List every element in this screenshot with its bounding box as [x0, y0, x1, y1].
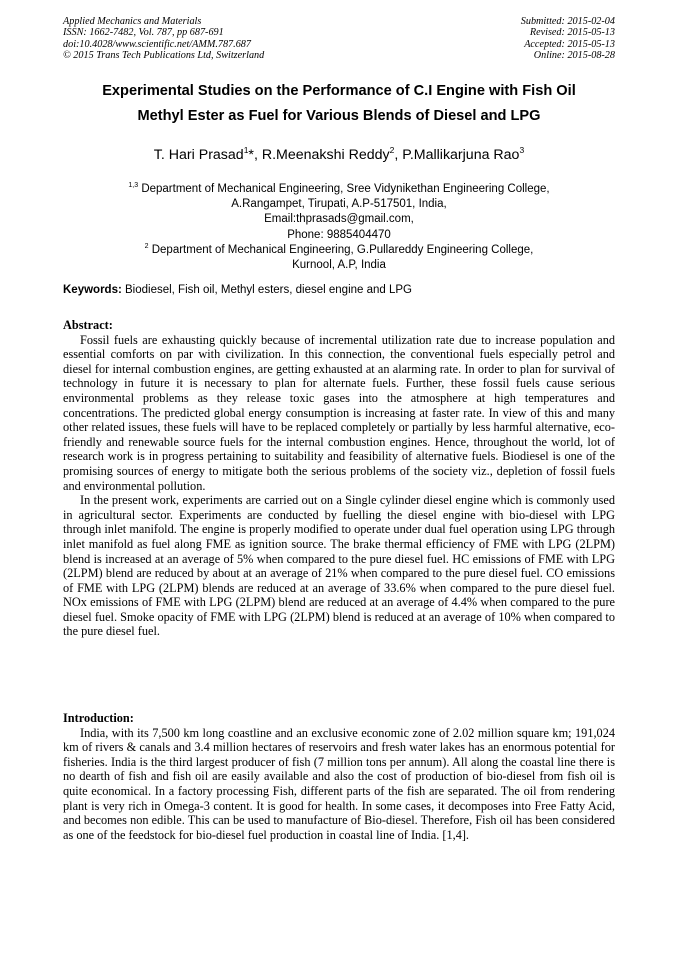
date-online: Online: 2015-08-28 — [533, 50, 615, 62]
affiliation-1-sup: 1,3 — [128, 182, 139, 189]
affiliation-1 — [30, 182, 648, 197]
affiliation-2-line-1: Department of Mechanical Engineering, G.Pullareddy Engineering College, — [148, 243, 534, 256]
abstract-paragraph-2: In the present work, experiments are carried out on a Single cylinder diesel engine which is commonly used in agricultural sector. Experiments are conducted by fuelling the diesel engine with bio-diesel with LPG through inlet manifold. The engine is properly modified to operate under dual fuel operation using LPG through inlet manifold as fuel along FME as ignition source. The brake thermal efficiency of FME with LPG (2LPM) blend is increased at an average of 5% when compared to the pure diesel fuel. HC emissions of FME with LPG (2LPM) blend are reduced by about at an average of 21% when compared to the pure diesel fuel. CO emissions of FME with LPG (2LPM) blends are reduced at an average of 33.6% when compared to the pure diesel fuel. NOx emissions of FME with LPG (2LPM) blend are reduced at an average of 4.4% when compared to the pure diesel fuel. Smoke opacity of FME with LPG (2LPM) blend is reduced at an average of 10% when compared to the pure diesel fuel. — [63, 493, 615, 639]
affiliation-2-sup: 2 — [144, 242, 149, 250]
keywords — [63, 284, 412, 296]
abstract-section — [63, 318, 615, 639]
journal-copyright: © 2015 Trans Tech Publications Ltd, Switzerland — [63, 50, 265, 62]
keywords-label: Keywords: — [63, 284, 122, 296]
introduction-heading: Introduction: — [63, 711, 134, 725]
affiliation-1-line-2: A.Rangampet, Tirupati, A.P-517501, India, — [231, 198, 447, 211]
affiliation-2 — [30, 243, 648, 258]
journal-doi: doi:10.4028/www.scientific.net/AMM.787.687 — [63, 38, 251, 50]
journal-name: Applied Mechanics and Materials — [63, 16, 202, 27]
abstract-paragraph-1: Fossil fuels are exhausting quickly because of incremental utilization rate due to increase population and essential comforts on par with civilization. In this connection, the conventional fuels especially petrol and diesel for internal combustion engines, are getting exhausted at an alarming rate. In order to plan for survival of technology in future it is necessary to plan for alternate fuels. Further, these fossil fuels cause serious environmental problems as they release toxic gases into the atmosphere at high temperatures and concentrations. The predicted global energy consumption is increasing at faster rate. In view of this and many other related issues, these fuels will have to be replaced completely or partially by less harmful alternative, eco-friendly and renewable source fuels for the internal combustion engines. Hence, throughout the world, lot of research work is in progress pertaining to suitability and feasibility of alternative fuels. Biodiesel is one of the promising sources of energy to mitigate both the serious problems of the society viz., depletion of fossil fuels and environmental pollution. — [63, 332, 615, 493]
journal-issn: ISSN: 1662-7482, Vol. 787, pp 687-691 — [63, 27, 224, 39]
author-email: Email:thprasads@gmail.com, — [264, 213, 414, 226]
introduction-section — [63, 711, 615, 842]
author-2-affil: 2 — [389, 145, 395, 155]
abstract-heading: Abstract: — [63, 318, 113, 332]
affiliation-2-line-2: Kurnool, A.P, India — [292, 259, 386, 272]
paper-title — [40, 79, 638, 129]
title-line-2: Methyl Ester as Fuel for Various Blends of Diesel and LPG — [137, 108, 541, 124]
author-3: P.Mallikarjuna Rao — [402, 147, 520, 163]
affiliations — [30, 182, 648, 273]
title-line-1: Experimental Studies on the Performance of C.I Engine with Fish Oil — [102, 83, 576, 99]
affiliation-1-line-1: Department of Mechanical Engineering, Sree Vidynikethan Engineering College, — [138, 183, 550, 195]
author-separator: , — [394, 147, 403, 163]
corresponding-mark: *, — [248, 147, 262, 163]
author-list — [30, 145, 648, 165]
date-revised: Revised: 2015-05-13 — [529, 27, 615, 39]
date-accepted: Accepted: 2015-05-13 — [524, 38, 615, 50]
author-2: R.Meenakshi Reddy — [261, 147, 390, 163]
journal-info — [63, 16, 264, 62]
author-1-affil: 1 — [243, 145, 249, 155]
author-phone: Phone: 9885404470 — [287, 228, 391, 241]
keywords-text: Biodiesel, Fish oil, Methyl esters, diesel engine and LPG — [121, 284, 413, 296]
publication-dates — [521, 16, 615, 62]
author-3-affil: 3 — [519, 145, 525, 155]
author-1: T. Hari Prasad — [153, 147, 244, 163]
introduction-paragraph-1: India, with its 7,500 km long coastline and an exclusive economic zone of 2.02 million square km; 191,024 km of rivers & canals and 3.4 million hectares of reservoirs and fresh water lakes has an enormous potential for fisheries. India is the third largest producer of fish (7 million tons per annum). All along the coastal line there is no dearth of fish and fish oil are easily available and also the cost of production of bio-diesel from fish oil is quite economical. In a factory processing Fish, different parts of the fish are separated. The oil from rendering plant is very rich in Omega-3 content. It is good for health. In some cases, it decomposes into Free Fatty Acid, and becomes non edible. This can be used to manufacture of Bio-diesel. Therefore, Fish oil has been considered as one of the feedstock for bio-diesel fuel production in coastal line of India. [1,4]. — [63, 725, 615, 842]
date-submitted: Submitted: 2015-02-04 — [520, 16, 615, 27]
